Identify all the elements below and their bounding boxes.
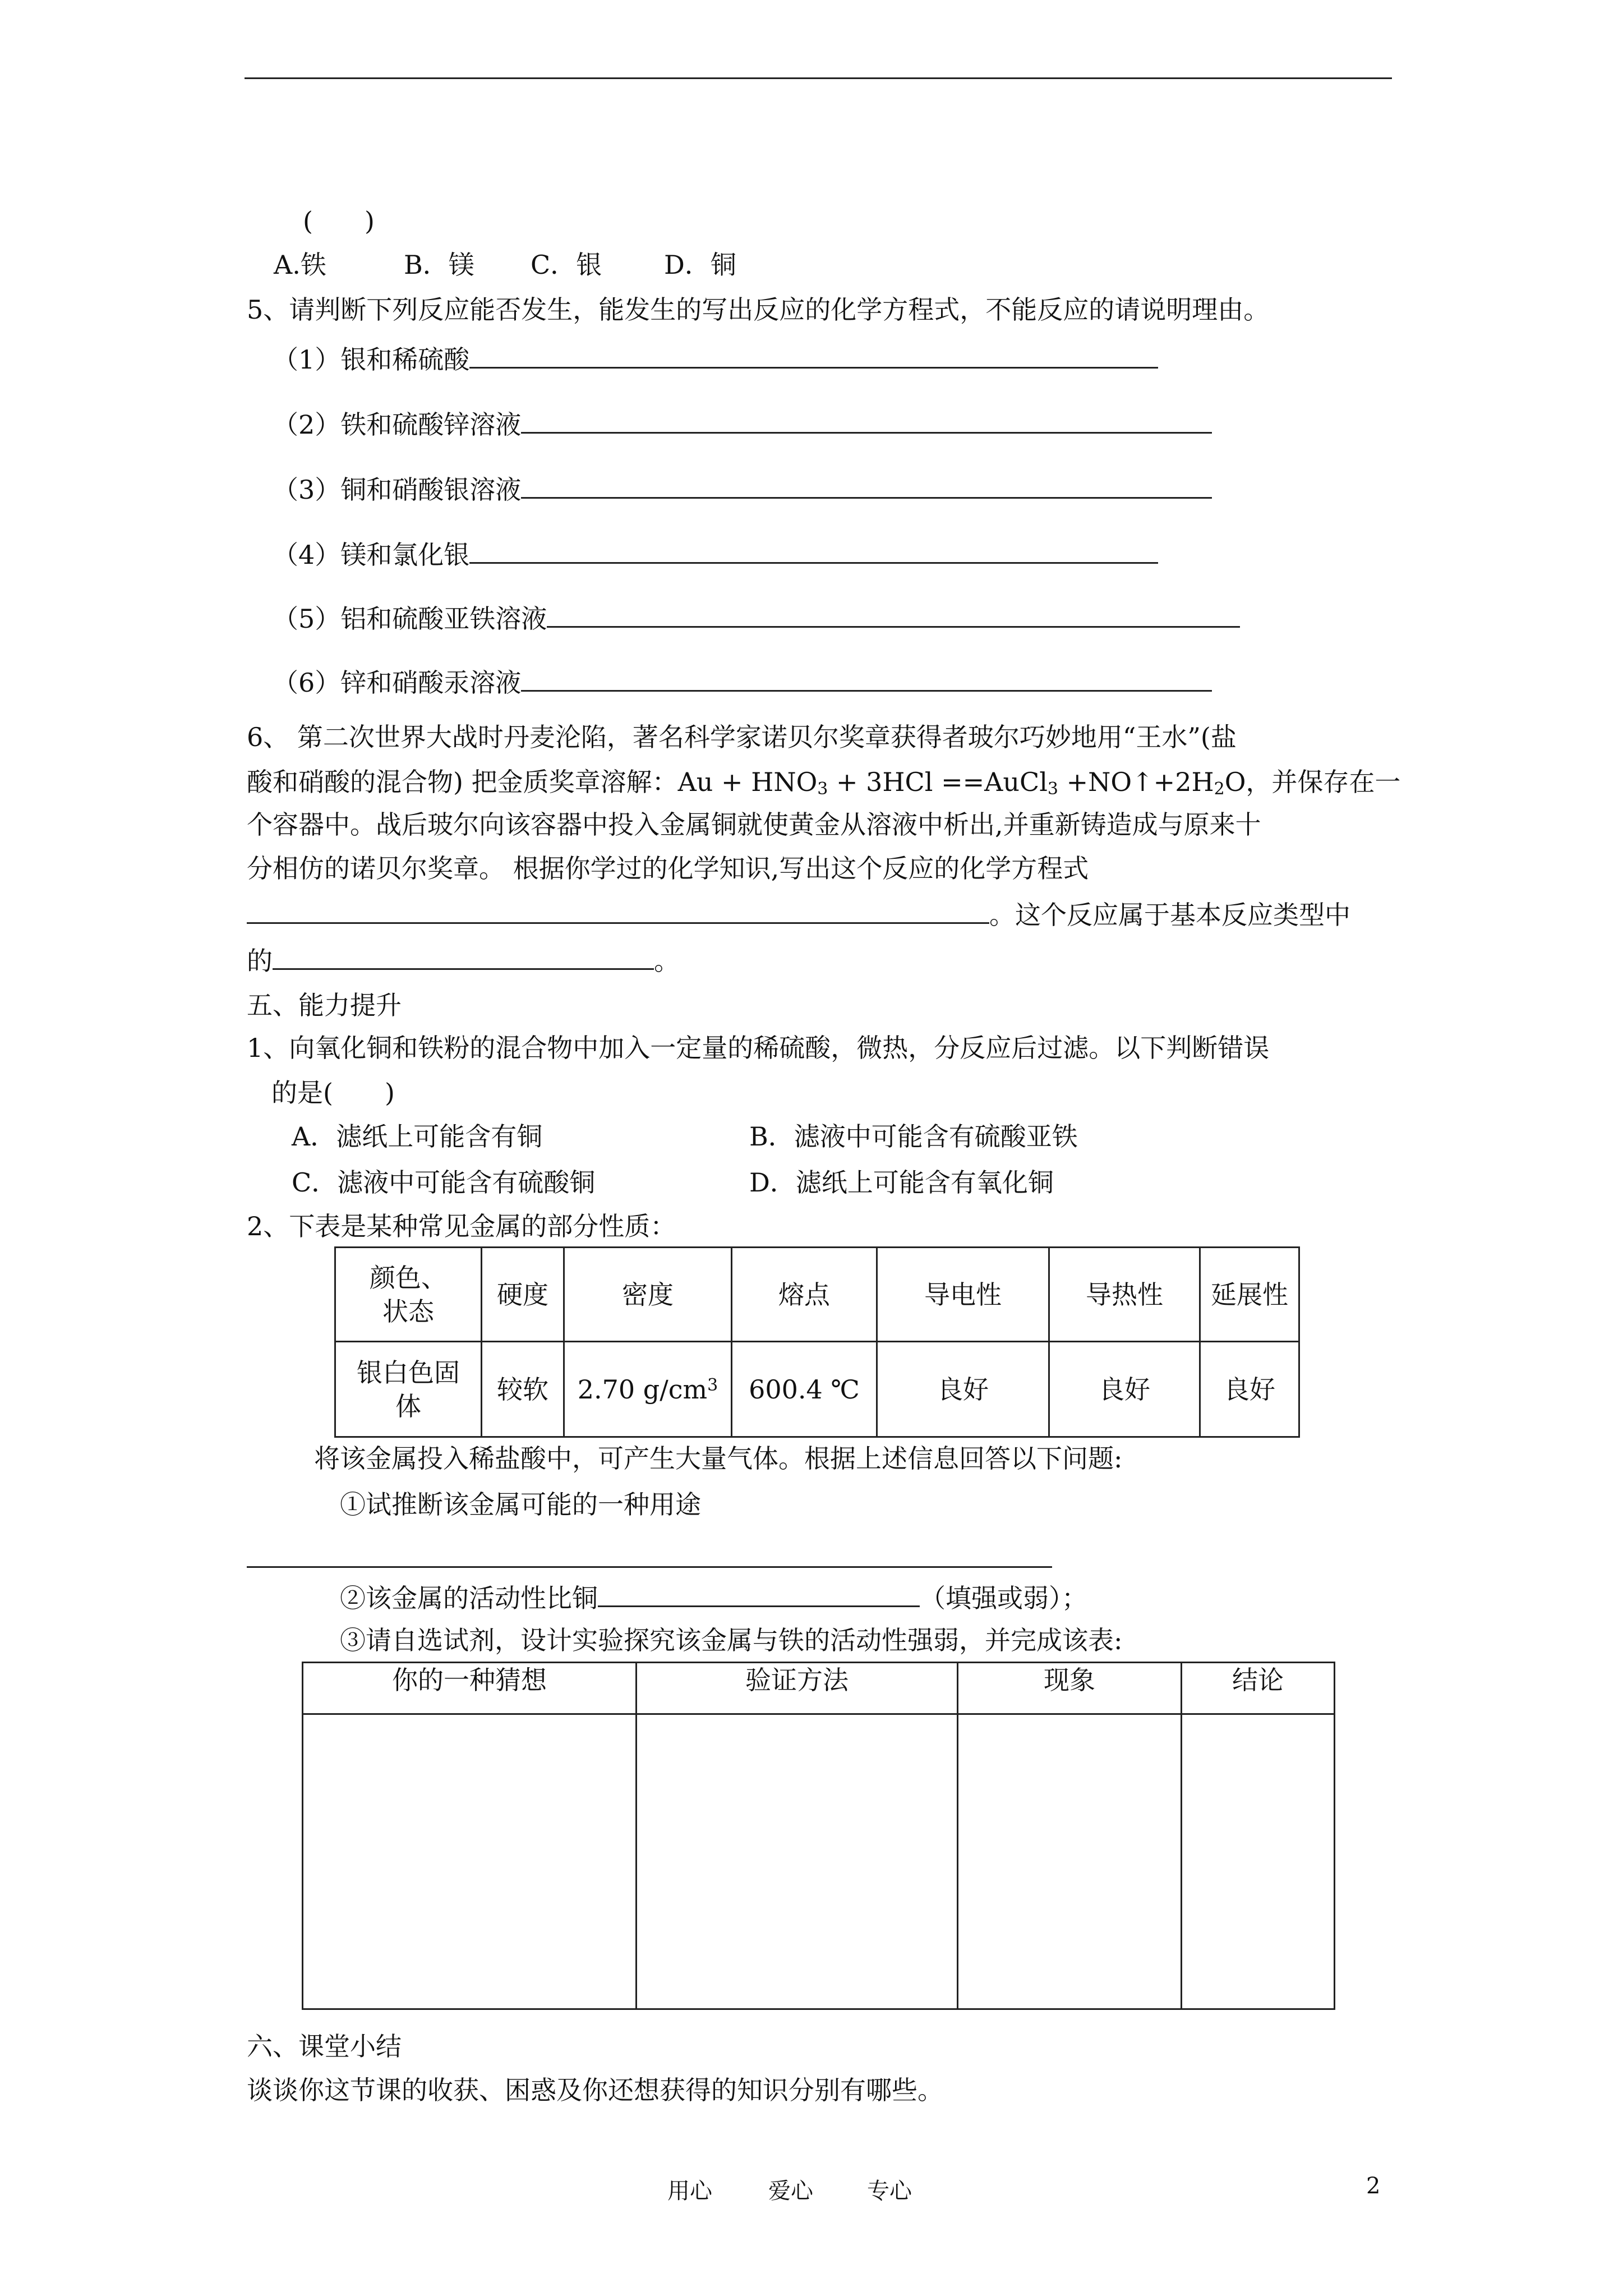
table-header-cell: 硬度 xyxy=(482,1248,564,1342)
q6-line-1: 6、 第二次世界大战时丹麦沦陷，著名科学家诺贝尔奖章获得者玻尔巧妙地用“王水”(盐 xyxy=(247,722,1237,752)
q5-item-6-label: （6）锌和硝酸汞溶液 xyxy=(273,668,522,698)
table-cell: 良好 xyxy=(1049,1342,1200,1437)
table-header-cell: 结论 xyxy=(1182,1663,1335,1714)
superscript: 3 xyxy=(707,1375,718,1395)
s5-q1-option-a: A．滤纸上可能含有铜 xyxy=(292,1121,543,1152)
table-header-row xyxy=(303,1663,1335,1714)
usage-answer-line[interactable] xyxy=(247,1566,1052,1568)
s5-q1-option-b: B．滤液中可能含有硫酸亚铁 xyxy=(749,1121,1078,1152)
q5-item-3-label: （3）铜和硝酸银溶液 xyxy=(273,475,522,505)
option-b: B．镁 xyxy=(404,250,474,280)
table-header-cell: 现象 xyxy=(958,1663,1182,1714)
page-number: 2 xyxy=(1366,2173,1381,2199)
footer-motto-2: 爱心 xyxy=(768,2178,813,2204)
table-cell: 良好 xyxy=(1200,1342,1299,1437)
sub-question-2-text: （填强或弱）； xyxy=(920,1583,1087,1613)
sub-question-2-text: ②该金属的活动性比铜 xyxy=(340,1583,598,1613)
option-a: A.铁 xyxy=(274,250,326,280)
q5-item-5-label: （5）铝和硫酸亚铁溶液 xyxy=(273,604,547,634)
s5-q2-stem: 2、下表是某种常见金属的部分性质： xyxy=(247,1211,676,1241)
table-header-cell: 验证方法 xyxy=(637,1663,958,1714)
q5-item-2 xyxy=(273,406,1212,441)
s5-q1-option-d: D．滤纸上可能含有氧化铜 xyxy=(749,1167,1054,1198)
s5-q1-option-c: C．滤液中可能含有硫酸铜 xyxy=(292,1167,596,1198)
sub-question-3: ③请自选试剂，设计实验探究该金属与铁的活动性强弱，并完成该表: xyxy=(340,1625,1123,1655)
subscript: 3 xyxy=(1047,779,1059,799)
metal-properties-table xyxy=(334,1246,1300,1438)
answer-blank[interactable] xyxy=(521,471,1212,499)
section5-title: 五、能力提升 xyxy=(247,990,402,1020)
header-rule xyxy=(245,77,1392,79)
table-cell-density xyxy=(564,1342,732,1437)
q5-item-2-label: （2）铁和硫酸锌溶液 xyxy=(273,409,522,440)
table-row xyxy=(335,1342,1299,1437)
table-header-row xyxy=(335,1248,1299,1342)
q6-text: O，并保存在一 xyxy=(1224,767,1401,797)
q6-text: 的 xyxy=(247,946,273,976)
method-cell[interactable] xyxy=(637,1714,958,2009)
footer-motto-1: 用心 xyxy=(667,2178,712,2204)
table-cell: 良好 xyxy=(877,1342,1049,1437)
answer-blank[interactable] xyxy=(469,341,1158,369)
answer-blank[interactable] xyxy=(521,406,1212,434)
q6-line-5 xyxy=(247,896,1350,932)
q6-text: + 3HCl ==AuCl xyxy=(828,767,1048,797)
subscript: 2 xyxy=(1214,779,1225,799)
q6-text: 。 xyxy=(654,946,680,976)
q5-item-6 xyxy=(273,664,1212,700)
table-header-cell: 导电性 xyxy=(877,1248,1049,1342)
q5-item-3 xyxy=(273,471,1212,507)
experiment-table xyxy=(302,1662,1335,2010)
q6-line-3: 个容器中。战后玻尔向该容器中投入金属铜就使黄金从溶液中析出,并重新铸造成与原来十 xyxy=(247,809,1261,840)
q6-line-6 xyxy=(247,942,680,978)
q5-stem: 5、请判断下列反应能否发生，能发生的写出反应的化学方程式，不能反应的请说明理由。 xyxy=(247,295,1270,325)
q6-text: 酸和硝酸的混合物) 把金质奖章溶解：Au + HNO xyxy=(247,767,818,797)
q5-item-1 xyxy=(273,341,1158,376)
q5-item-1-label: （1）银和稀硫酸 xyxy=(273,344,470,375)
table-cell: 较软 xyxy=(482,1342,564,1437)
answer-blank[interactable] xyxy=(469,536,1158,564)
activity-blank[interactable] xyxy=(598,1580,920,1607)
density-value: 2.70 g/cm xyxy=(577,1374,708,1405)
conclusion-cell[interactable] xyxy=(1182,1714,1335,2009)
table-header-cell: 熔点 xyxy=(732,1248,877,1342)
option-c: C．银 xyxy=(531,250,602,280)
footer-motto-3: 专心 xyxy=(867,2178,912,2204)
sub-question-2 xyxy=(340,1580,1087,1615)
subscript: 3 xyxy=(817,779,828,799)
q5-item-4-label: （4）镁和氯化银 xyxy=(273,540,470,570)
q6-text: +NO↑+2H xyxy=(1058,767,1214,797)
q6-text: 。这个反应属于基本反应类型中 xyxy=(989,900,1350,930)
table-cell: 银白色固 体 xyxy=(335,1342,482,1437)
equation-blank[interactable] xyxy=(247,896,989,924)
option-d: D．铜 xyxy=(664,250,736,280)
section6-title: 六、课堂小结 xyxy=(247,2031,402,2062)
table-header-cell: 你的一种猜想 xyxy=(303,1663,637,1714)
table-header-cell: 导热性 xyxy=(1049,1248,1200,1342)
table-cell: 600.4 ℃ xyxy=(732,1342,877,1437)
q5-item-5 xyxy=(273,600,1240,636)
after-table-text: 将该金属投入稀盐酸中，可产生大量气体。根据上述信息回答以下问题: xyxy=(314,1443,1123,1474)
q6-line-4: 分相仿的诺贝尔奖章。 根据你学过的化学知识,写出这个反应的化学方程式 xyxy=(247,853,1089,884)
phenomenon-cell[interactable] xyxy=(958,1714,1182,2009)
s5-q1-line-2: 的是( ) xyxy=(271,1078,395,1108)
guess-cell[interactable] xyxy=(303,1714,637,2009)
q5-item-4 xyxy=(273,536,1158,572)
table-header-cell: 延展性 xyxy=(1200,1248,1299,1342)
answer-blank[interactable] xyxy=(547,600,1240,628)
answer-blank[interactable] xyxy=(521,664,1212,692)
answer-paren: ( ) xyxy=(303,206,375,236)
section6-body: 谈谈你这节课的收获、困惑及你还想获得的知识分别有哪些。 xyxy=(247,2075,943,2105)
s5-q1-line-1: 1、向氧化铜和铁粉的混合物中加入一定量的稀硫酸，微热，分反应后过滤。以下判断错误 xyxy=(247,1033,1270,1063)
table-header-cell: 颜色、 状态 xyxy=(335,1248,482,1342)
table-header-cell: 密度 xyxy=(564,1248,732,1342)
table-row xyxy=(303,1714,1335,2009)
sub-question-1: ①试推断该金属可能的一种用途 xyxy=(340,1489,701,1520)
reaction-type-blank[interactable] xyxy=(273,942,654,970)
q6-line-2 xyxy=(247,765,1400,799)
